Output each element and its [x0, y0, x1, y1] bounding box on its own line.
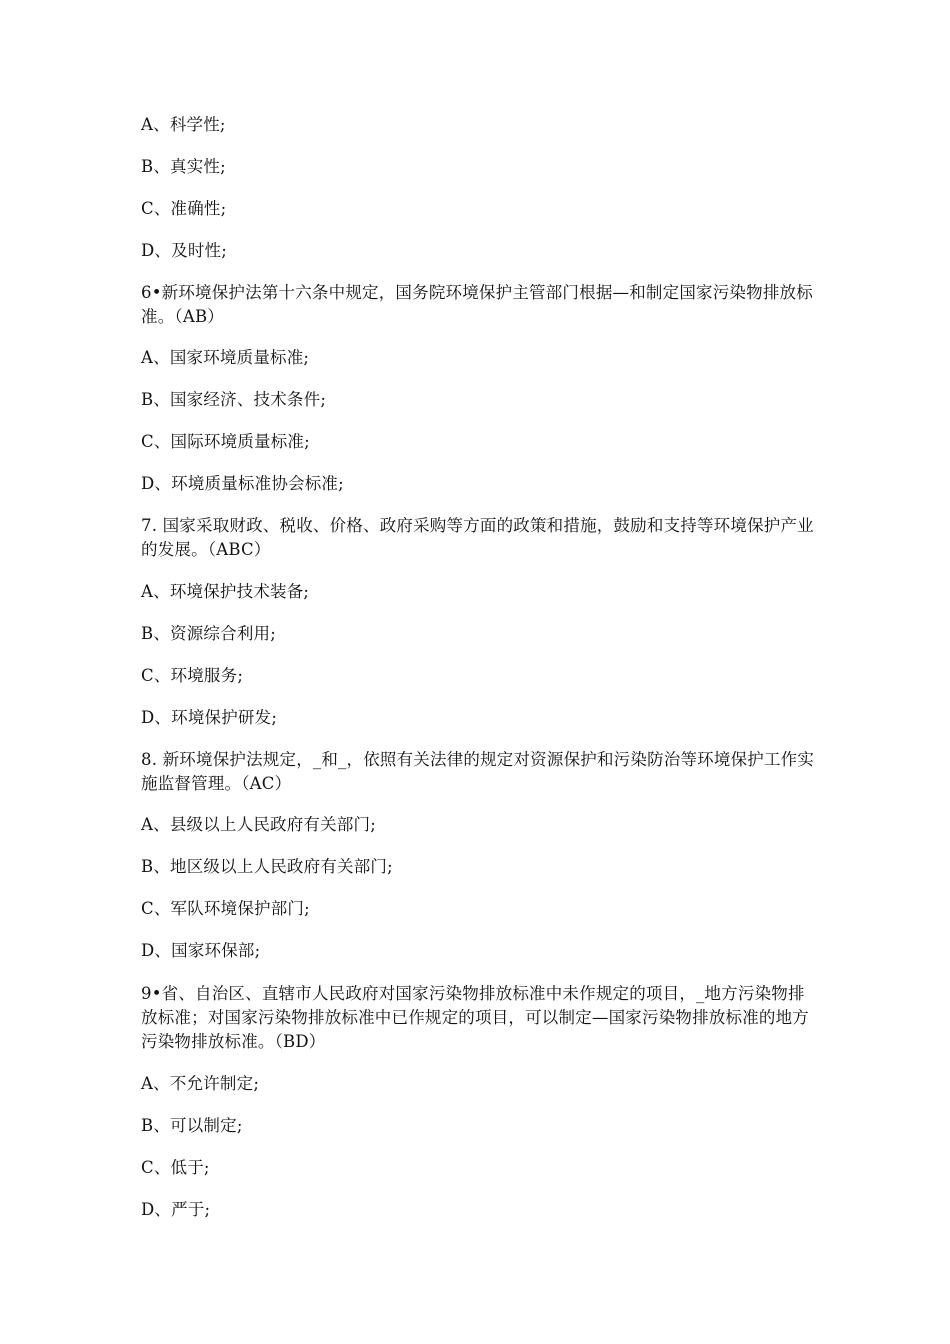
question-8-option-b: B、地区级以上人民政府有关部门;	[141, 857, 393, 876]
question-6-option-d: D、环境质量标准协会标准;	[141, 474, 344, 493]
question-6-option-b: B、国家经济、技术条件;	[141, 390, 327, 409]
question-7-option-d: D、环境保护研发;	[141, 708, 278, 727]
question-6-option-a: A、国家环境质量标准;	[141, 348, 310, 367]
question-8-option-c: C、军队环境保护部门;	[141, 899, 310, 918]
option-d: D、及时性;	[141, 241, 227, 260]
question-8-option-d: D、国家环保部;	[141, 941, 261, 960]
question-9-option-c: C、低于;	[141, 1158, 210, 1177]
question-7-option-a: A、环境保护技术装备;	[141, 582, 310, 601]
question-9: 9•省、自治区、直辖市人民政府对国家污染物排放标准中未作规定的项目，_地方污染物排放标准；对国家污染物排放标准中已作规定的项目，可以制定—国家污染物排放标准的地方污染物排放标准。（BD）	[141, 984, 809, 1051]
question-9-option-b: B、可以制定;	[141, 1116, 243, 1135]
question-7-option-c: C、环境服务;	[141, 666, 244, 685]
question-7: 7. 国家采取财政、税收、价格、政府采购等方面的政策和措施，鼓励和支持等环境保护产业的发展。（ABC）	[141, 516, 814, 559]
option-a: A、科学性;	[141, 115, 226, 134]
option-b: B、真实性;	[141, 157, 226, 176]
question-8-option-a: A、县级以上人民政府有关部门;	[141, 815, 376, 834]
question-6-option-c: C、国际环境质量标准;	[141, 432, 310, 451]
question-9-option-d: D、严于;	[141, 1200, 211, 1219]
question-8: 8. 新环境保护法规定，_和_，依照有关法律的规定对资源保护和污染防治等环境保护工作实施监督管理。（AC）	[141, 750, 815, 793]
question-9-option-a: A、不允许制定;	[141, 1074, 260, 1093]
question-7-option-b: B、资源综合利用;	[141, 624, 276, 643]
question-6: 6•新环境保护法第十六条中规定，国务院环境保护主管部门根据—和制定国家污染物排放标准。（AB）	[141, 283, 813, 326]
option-c: C、准确性;	[141, 199, 227, 218]
